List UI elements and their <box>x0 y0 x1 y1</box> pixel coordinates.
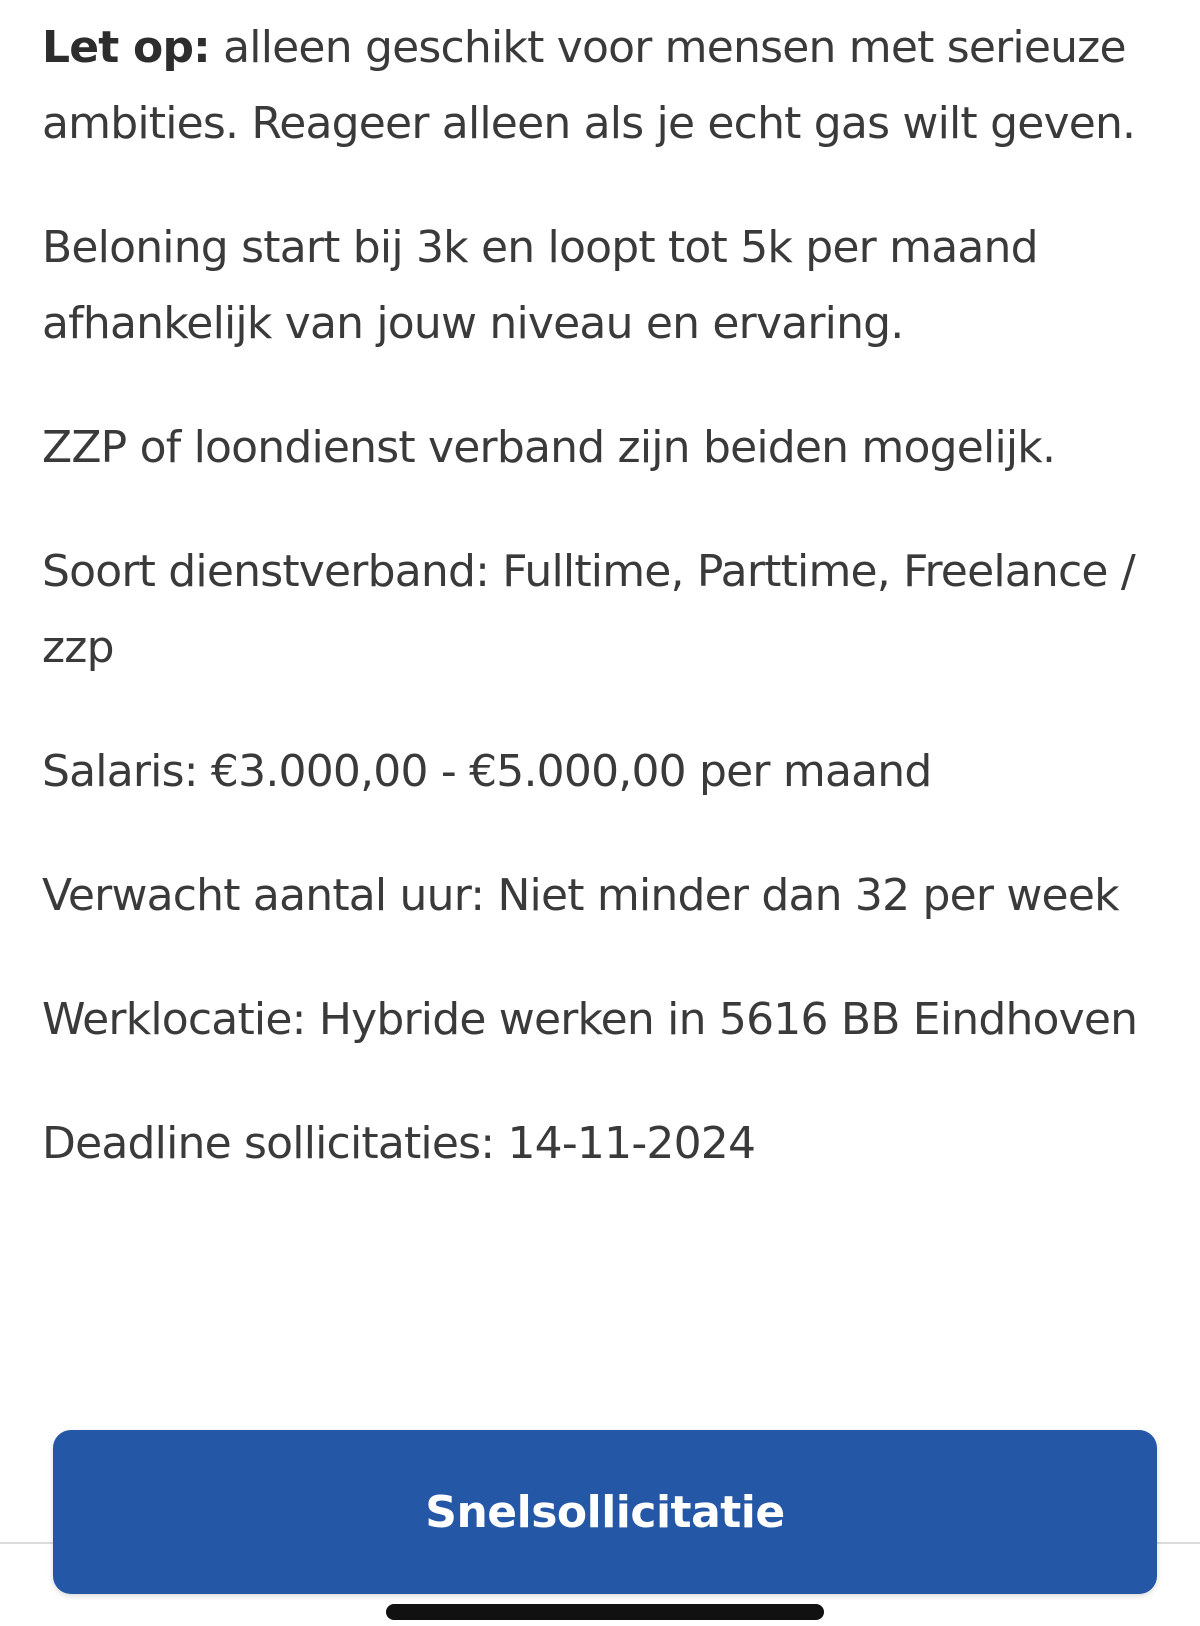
contract-type: Soort dienstverband: Fulltime, Parttime, Freelance / zzp <box>42 546 1135 673</box>
work-location: Werklocatie: Hybride werken in 5616 BB Eindhoven <box>42 994 1138 1045</box>
notice-label: Let op: <box>42 22 210 73</box>
quick-apply-button[interactable]: Snelsollicitatie <box>53 1430 1157 1594</box>
expected-hours: Verwacht aantal uur: Niet minder dan 32 per week <box>42 870 1119 921</box>
employment-type-note: ZZP of loondienst verband zijn beiden mogelijk. <box>42 422 1056 473</box>
notice-paragraph <box>42 10 1172 162</box>
apply-bar <box>0 1430 1200 1626</box>
home-indicator <box>386 1604 824 1620</box>
job-description <box>42 10 1172 1230</box>
application-deadline: Deadline sollicitaties: 14-11-2024 <box>42 1118 756 1169</box>
reward-paragraph: Beloning start bij 3k en loopt tot 5k per maand afhankelijk van jouw niveau en ervaring. <box>42 222 1038 349</box>
notice-text: alleen geschikt voor mensen met serieuze ambities. Reageer alleen als je echt gas wilt geven. <box>42 22 1136 149</box>
salary: Salaris: €3.000,00 - €5.000,00 per maand <box>42 746 932 797</box>
